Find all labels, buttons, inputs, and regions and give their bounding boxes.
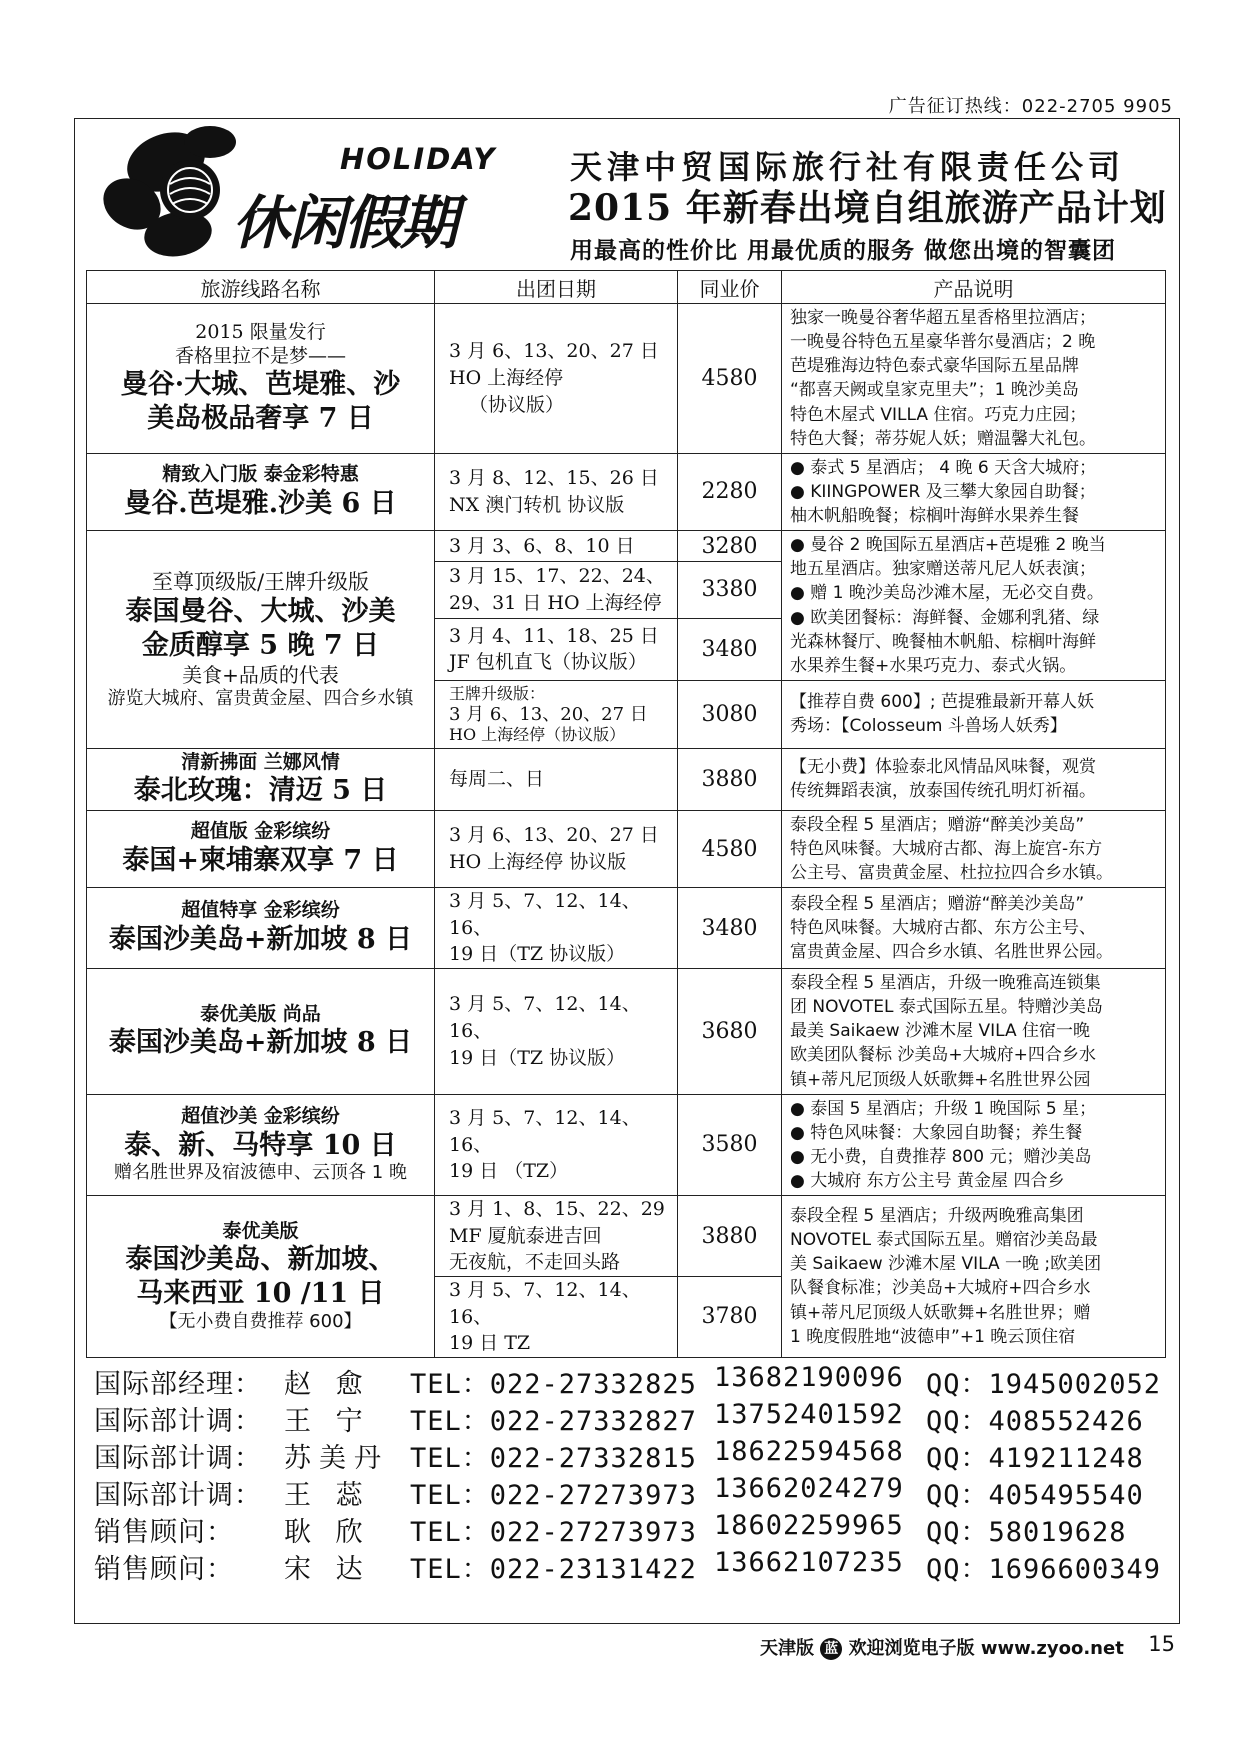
contact-role: 国际部经理： xyxy=(94,1369,262,1400)
price: 2280 xyxy=(678,453,782,530)
table-header-row xyxy=(87,271,1166,304)
desc-line: NOVOTEL 泰式国际五星。赠宿沙美岛最 xyxy=(790,1230,1098,1251)
route-title: 曼谷.芭堤雅.沙美 6 日 xyxy=(124,487,397,519)
product-description xyxy=(782,304,1166,454)
desc-line: ● 泰国 5 星酒店；升级 1 晚国际 5 星； xyxy=(790,1098,1097,1119)
desc-line: 泰段全程 5 星酒店，升级一晚雅高连锁集 xyxy=(790,973,1101,994)
col-header: 产品说明 xyxy=(782,271,1166,304)
departure-dates xyxy=(435,1094,678,1196)
product-description xyxy=(782,1094,1166,1196)
desc-line: 队餐食标准；沙美岛+大城府+四合乡水 xyxy=(790,1278,1091,1299)
departure-dates xyxy=(435,969,678,1095)
product-description xyxy=(782,810,1166,887)
price: 3580 xyxy=(678,1094,782,1196)
date-line: 19 日 （TZ） xyxy=(449,1160,569,1183)
route-title: 马来西亚 10 /11 日 xyxy=(136,1278,385,1310)
date-line: HO 上海经停 协议版 xyxy=(449,851,627,874)
price: 3080 xyxy=(678,680,782,748)
route-subtitle: 超值版 金彩缤纷 xyxy=(190,820,331,843)
logo-chinese: 休闲假期 xyxy=(232,189,457,257)
route-subtitle: 超值特享 金彩缤纷 xyxy=(181,899,340,922)
route-title: 曼谷·大城、芭堤雅、沙 xyxy=(120,369,401,401)
ad-hotline: 广告征订热线：022-2705 9905 xyxy=(888,96,1173,117)
desc-line: ● KIINGPOWER 及三攀大象园自助餐； xyxy=(790,481,1096,502)
table-row xyxy=(87,969,1166,1095)
tour-table xyxy=(86,270,1166,1358)
departure-dates xyxy=(435,562,678,618)
route-name xyxy=(87,888,435,969)
desc-line: 镇+蒂凡尼顶级人妖歌舞+名胜世界公园 xyxy=(790,1069,1091,1090)
route-title: 泰国沙美岛+新加坡 8 日 xyxy=(108,1027,413,1059)
date-line: JF 包机直飞（协议版） xyxy=(449,651,647,674)
table-row xyxy=(87,453,1166,530)
contact-qq: QQ：408552426 xyxy=(926,1406,1144,1437)
route-title: 泰国曼谷、大城、沙美 xyxy=(125,596,396,628)
route-name xyxy=(87,810,435,887)
desc-line: ● 大城府 东方公主号 黄金屋 四合乡 xyxy=(790,1171,1065,1192)
table-row xyxy=(87,888,1166,969)
desc-line: ● 泰式 5 星酒店； 4 晚 6 天含大城府； xyxy=(790,457,1097,478)
slogan: 用最高的性价比 用最优质的服务 做您出境的智囊团 xyxy=(570,238,1117,264)
contact-tel: TEL：022-27332815 xyxy=(410,1443,697,1474)
route-name xyxy=(87,1196,435,1358)
contact-qq: QQ：58019628 xyxy=(926,1517,1127,1548)
desc-line: 传统舞蹈表演，放泰国传统孔明灯祈福。 xyxy=(790,781,1096,802)
route-title: 泰国沙美岛、新加坡、 xyxy=(125,1244,396,1276)
desc-line: 特色大餐；蒂芬妮人妖；赠温馨大礼包。 xyxy=(790,428,1096,449)
desc-line: ● 欧美团餐标：海鲜餐、金娜利乳猪、绿 xyxy=(790,607,1100,628)
product-description xyxy=(782,1196,1166,1358)
contact-mobile: 13662024279 xyxy=(714,1473,904,1504)
contact-qq: QQ：1945002052 xyxy=(926,1369,1162,1400)
price: 3780 xyxy=(678,1276,782,1357)
contact-name: 宋 达 xyxy=(284,1554,371,1585)
desc-line: 一晚曼谷特色五星豪华普尔曼酒店；2 晚 xyxy=(790,332,1096,353)
route-name xyxy=(87,969,435,1095)
contact-list xyxy=(94,1362,1174,1584)
contact-tel: TEL：022-27332827 xyxy=(410,1406,697,1437)
desc-line: 芭堤雅海边特色泰式豪华国际五星品牌 xyxy=(790,356,1079,377)
contact-name: 王 蕊 xyxy=(284,1480,371,1511)
table-row xyxy=(87,531,1166,562)
departure-dates: 每周二、日 xyxy=(435,748,678,810)
route-note: 【无小费自费推荐 600】 xyxy=(159,1310,362,1332)
date-line: HO 上海经停（协议版） xyxy=(449,725,626,745)
table-row xyxy=(87,748,1166,810)
edition-badge-icon: 蓝 xyxy=(820,1638,842,1660)
contact-row xyxy=(94,1510,1174,1547)
route-title: 泰北玫瑰：清迈 5 日 xyxy=(133,775,388,807)
bottom-rule xyxy=(74,1623,1180,1624)
price: 3880 xyxy=(678,748,782,810)
contact-role: 销售顾问： xyxy=(94,1517,234,1548)
contact-mobile: 18602259965 xyxy=(714,1510,904,1541)
company-name: 天津中贸国际旅行社有限责任公司 xyxy=(570,148,1126,186)
route-subtitle: 美食+品质的代表 xyxy=(182,662,339,687)
date-line: MF 厦航泰进吉回 xyxy=(449,1224,602,1247)
contact-name: 王 宁 xyxy=(284,1406,371,1437)
route-title: 金质醇享 5 晚 7 日 xyxy=(141,629,380,661)
desc-line: ● 无小费，自费推荐 800 元；赠沙美岛 xyxy=(790,1146,1092,1167)
page-number: 15 xyxy=(1148,1632,1175,1656)
col-header: 同业价 xyxy=(678,271,782,304)
departure-dates xyxy=(435,810,678,887)
desc-line: 镇+蒂凡尼顶级人妖歌舞+名胜世界；赠 xyxy=(790,1302,1091,1323)
route-subtitle: 泰优美版 xyxy=(222,1219,299,1242)
contact-name: 苏美丹 xyxy=(284,1443,389,1474)
price: 4580 xyxy=(678,810,782,887)
footer xyxy=(760,1634,1124,1660)
desc-line: 最美 Saikaew 沙滩木屋 VILA 住宿一晚 xyxy=(790,1021,1091,1042)
table-row xyxy=(87,1094,1166,1196)
price: 3880 xyxy=(678,1196,782,1277)
desc-line: 特色木屋式 VILLA 住宿。巧克力庄园； xyxy=(790,404,1087,425)
desc-line: 柚木帆船晚餐；棕榈叶海鲜水果养生餐 xyxy=(790,506,1079,526)
desc-line: 【推荐自费 600】; 芭提雅最新开幕人妖 xyxy=(790,692,1094,713)
route-subtitle: 超值沙美 金彩缤纷 xyxy=(181,1104,340,1127)
footer-text[interactable]: 欢迎浏览电子版 www.zyoo.net xyxy=(848,1638,1124,1659)
desc-line: 地五星酒店。独家赠送蒂凡尼人妖表演； xyxy=(790,559,1096,580)
date-line: 3 月 6、13、20、27 日 xyxy=(449,340,659,363)
route-title: 泰国+柬埔寨双享 7 日 xyxy=(122,845,399,877)
date-line: 3 月 5、7、12、14、16、 xyxy=(449,1278,641,1328)
desc-line: 泰段全程 5 星酒店；赠游“醉美沙美岛” xyxy=(790,814,1085,835)
col-header: 旅游线路名称 xyxy=(87,271,435,304)
product-description xyxy=(782,969,1166,1095)
product-description xyxy=(782,888,1166,969)
desc-line: 泰段全程 5 星酒店；升级两晚雅高集团 xyxy=(790,1206,1084,1227)
route-name xyxy=(87,1094,435,1196)
desc-line: 秀场：【Colosseum 斗兽场人妖秀】 xyxy=(790,716,1067,737)
desc-line: 1 晚度假胜地“波德申”+1 晚云顶住宿 xyxy=(790,1326,1076,1347)
contact-role: 国际部计调： xyxy=(94,1406,262,1437)
date-line: 3 月 5、7、12、14、16、 xyxy=(449,993,641,1043)
contact-tel: TEL：022-27332825 xyxy=(410,1369,697,1400)
desc-line: 特色风味餐。大城府古都、海上旋宫-东方 xyxy=(790,839,1103,859)
date-line: 3 月 5、7、12、14、16、 xyxy=(449,890,641,939)
desc-line: 欧美团队餐标 沙美岛+大城府+四合乡水 xyxy=(790,1045,1096,1066)
desc-line: 光森林餐厅、晚餐柚木帆船、棕榈叶海鲜 xyxy=(790,631,1096,652)
product-description xyxy=(782,531,1166,681)
table-row xyxy=(87,304,1166,454)
price: 3480 xyxy=(678,618,782,680)
desc-line: “都喜天阙或皇家克里夫”；1 晚沙美岛 xyxy=(790,380,1079,401)
contact-row xyxy=(94,1473,1174,1510)
desc-line: 公主号、富贵黄金屋、杜拉拉四合乡水镇。 xyxy=(790,863,1113,884)
contact-tel: TEL：022-27273973 xyxy=(410,1517,697,1548)
product-description xyxy=(782,453,1166,530)
price: 4580 xyxy=(678,304,782,454)
date-line: 3 月 1、8、15、22、29 xyxy=(449,1198,665,1221)
contact-role: 销售顾问： xyxy=(94,1554,234,1585)
route-subtitle: 泰优美版 尚品 xyxy=(200,1002,321,1025)
departure-dates xyxy=(435,618,678,680)
desc-line: 独家一晚曼谷奢华超五星香格里拉酒店； xyxy=(790,308,1096,328)
date-line: 3 月 15、17、22、24、 xyxy=(449,565,665,588)
price: 3680 xyxy=(678,969,782,1095)
route-subtitle: 清新拂面 兰娜风情 xyxy=(181,750,340,773)
contact-role: 国际部计调： xyxy=(94,1443,262,1474)
contact-row xyxy=(94,1399,1174,1436)
date-line: 无夜航，不走回头路 xyxy=(449,1251,621,1274)
desc-line: 美 Saikaew 沙滩木屋 VILA 一晚 ;欧美团 xyxy=(790,1254,1102,1275)
desc-line: ● 赠 1 晚沙美岛沙滩木屋，无必交自费。 xyxy=(790,583,1104,604)
desc-line: 团 NOVOTEL 泰式国际五星。特赠沙美岛 xyxy=(790,997,1103,1018)
desc-line: 富贵黄金屋、四合乡水镇、名胜世界公园。 xyxy=(790,942,1113,963)
departure-dates xyxy=(435,1196,678,1277)
route-title: 泰、新、马特享 10 日 xyxy=(124,1129,397,1161)
contact-qq: QQ：419211248 xyxy=(926,1443,1144,1474)
contact-row xyxy=(94,1362,1174,1399)
edition-label: 天津版 xyxy=(760,1638,814,1659)
date-line: 19 日（TZ 协议版） xyxy=(449,1046,626,1069)
desc-line: ● 特色风味餐：大象园自助餐；养生餐 xyxy=(790,1122,1083,1143)
contact-mobile: 13662107235 xyxy=(714,1547,904,1578)
route-title: 泰国沙美岛+新加坡 8 日 xyxy=(108,924,413,956)
contact-role: 国际部计调： xyxy=(94,1480,262,1511)
price: 3480 xyxy=(678,888,782,969)
route-name xyxy=(87,531,435,749)
date-line: HO 上海经停 xyxy=(449,367,564,390)
contact-qq: QQ：1696600349 xyxy=(926,1554,1162,1585)
contact-tel: TEL：022-23131422 xyxy=(410,1554,697,1585)
departure-dates xyxy=(435,1276,678,1357)
contact-row xyxy=(94,1547,1174,1584)
plan-title: 2015 年新春出境自组旅游产品计划 xyxy=(568,187,1167,229)
departure-dates: 3 月 3、6、8、10 日 xyxy=(435,531,678,562)
table-row xyxy=(87,1196,1166,1277)
logo-english: HOLIDAY xyxy=(340,142,497,176)
route-note: 游览大城府、富贵黄金屋、四合乡水镇 xyxy=(107,687,414,709)
date-line: 19 日（TZ 协议版） xyxy=(449,943,626,966)
product-description xyxy=(782,748,1166,810)
route-name xyxy=(87,748,435,810)
contact-name: 耿 欣 xyxy=(284,1517,371,1548)
col-header: 出团日期 xyxy=(435,271,678,304)
desc-line: 【无小费】体验泰北风情品风味餐，观赏 xyxy=(790,757,1096,778)
contact-tel: TEL：022-27273973 xyxy=(410,1480,697,1511)
date-line: NX 澳门转机 协议版 xyxy=(449,493,625,516)
contact-qq: QQ：405495540 xyxy=(926,1480,1144,1511)
route-title: 美岛极品奢享 7 日 xyxy=(147,403,374,435)
departure-dates xyxy=(435,453,678,530)
price: 3380 xyxy=(678,562,782,618)
contact-mobile: 13682190096 xyxy=(714,1362,904,1393)
route-name xyxy=(87,453,435,530)
route-note: 赠名胜世界及宿波德申、云顶各 1 晚 xyxy=(114,1162,407,1184)
date-line: 3 月 5、7、12、14、16、 xyxy=(449,1107,641,1156)
date-line: （协议版） xyxy=(469,393,565,416)
route-name xyxy=(87,304,435,454)
route-subtitle: 香格里拉不是梦—— xyxy=(174,344,346,367)
route-subtitle: 至尊顶级版/王牌升级版 xyxy=(151,569,370,594)
date-line: 29、31 日 HO 上海经停 xyxy=(449,591,662,614)
contact-mobile: 18622594568 xyxy=(714,1436,904,1467)
product-description xyxy=(782,680,1166,748)
contact-row xyxy=(94,1436,1174,1473)
table-row xyxy=(87,810,1166,887)
desc-line: 水果养生餐+水果巧克力、泰式火锅。 xyxy=(790,655,1077,676)
date-line: 3 月 6、13、20、27 日 xyxy=(449,824,659,847)
route-subtitle: 精致入门版 泰金彩特惠 xyxy=(162,463,359,486)
contact-name: 赵 愈 xyxy=(284,1369,371,1400)
price: 3280 xyxy=(678,531,782,562)
departure-dates xyxy=(435,888,678,969)
route-subtitle: 2015 限量发行 xyxy=(195,320,326,343)
date-line: 3 月 6、13、20、27 日 xyxy=(449,703,648,725)
date-line: 王牌升级版： xyxy=(449,684,546,704)
date-line: 19 日 TZ xyxy=(449,1332,531,1355)
desc-line: ● 曼谷 2 晚国际五星酒店+芭堤雅 2 晚当 xyxy=(790,535,1106,556)
date-line: 3 月 8、12、15、26 日 xyxy=(449,467,659,490)
date-line: 3 月 4、11、18、25 日 xyxy=(449,624,659,647)
desc-line: 泰段全程 5 星酒店；赠游“醉美沙美岛” xyxy=(790,893,1085,914)
contact-mobile: 13752401592 xyxy=(714,1399,904,1430)
desc-line: 特色风味餐。大城府古都、东方公主号、 xyxy=(790,918,1096,939)
departure-dates xyxy=(435,304,678,454)
departure-dates xyxy=(435,680,678,748)
